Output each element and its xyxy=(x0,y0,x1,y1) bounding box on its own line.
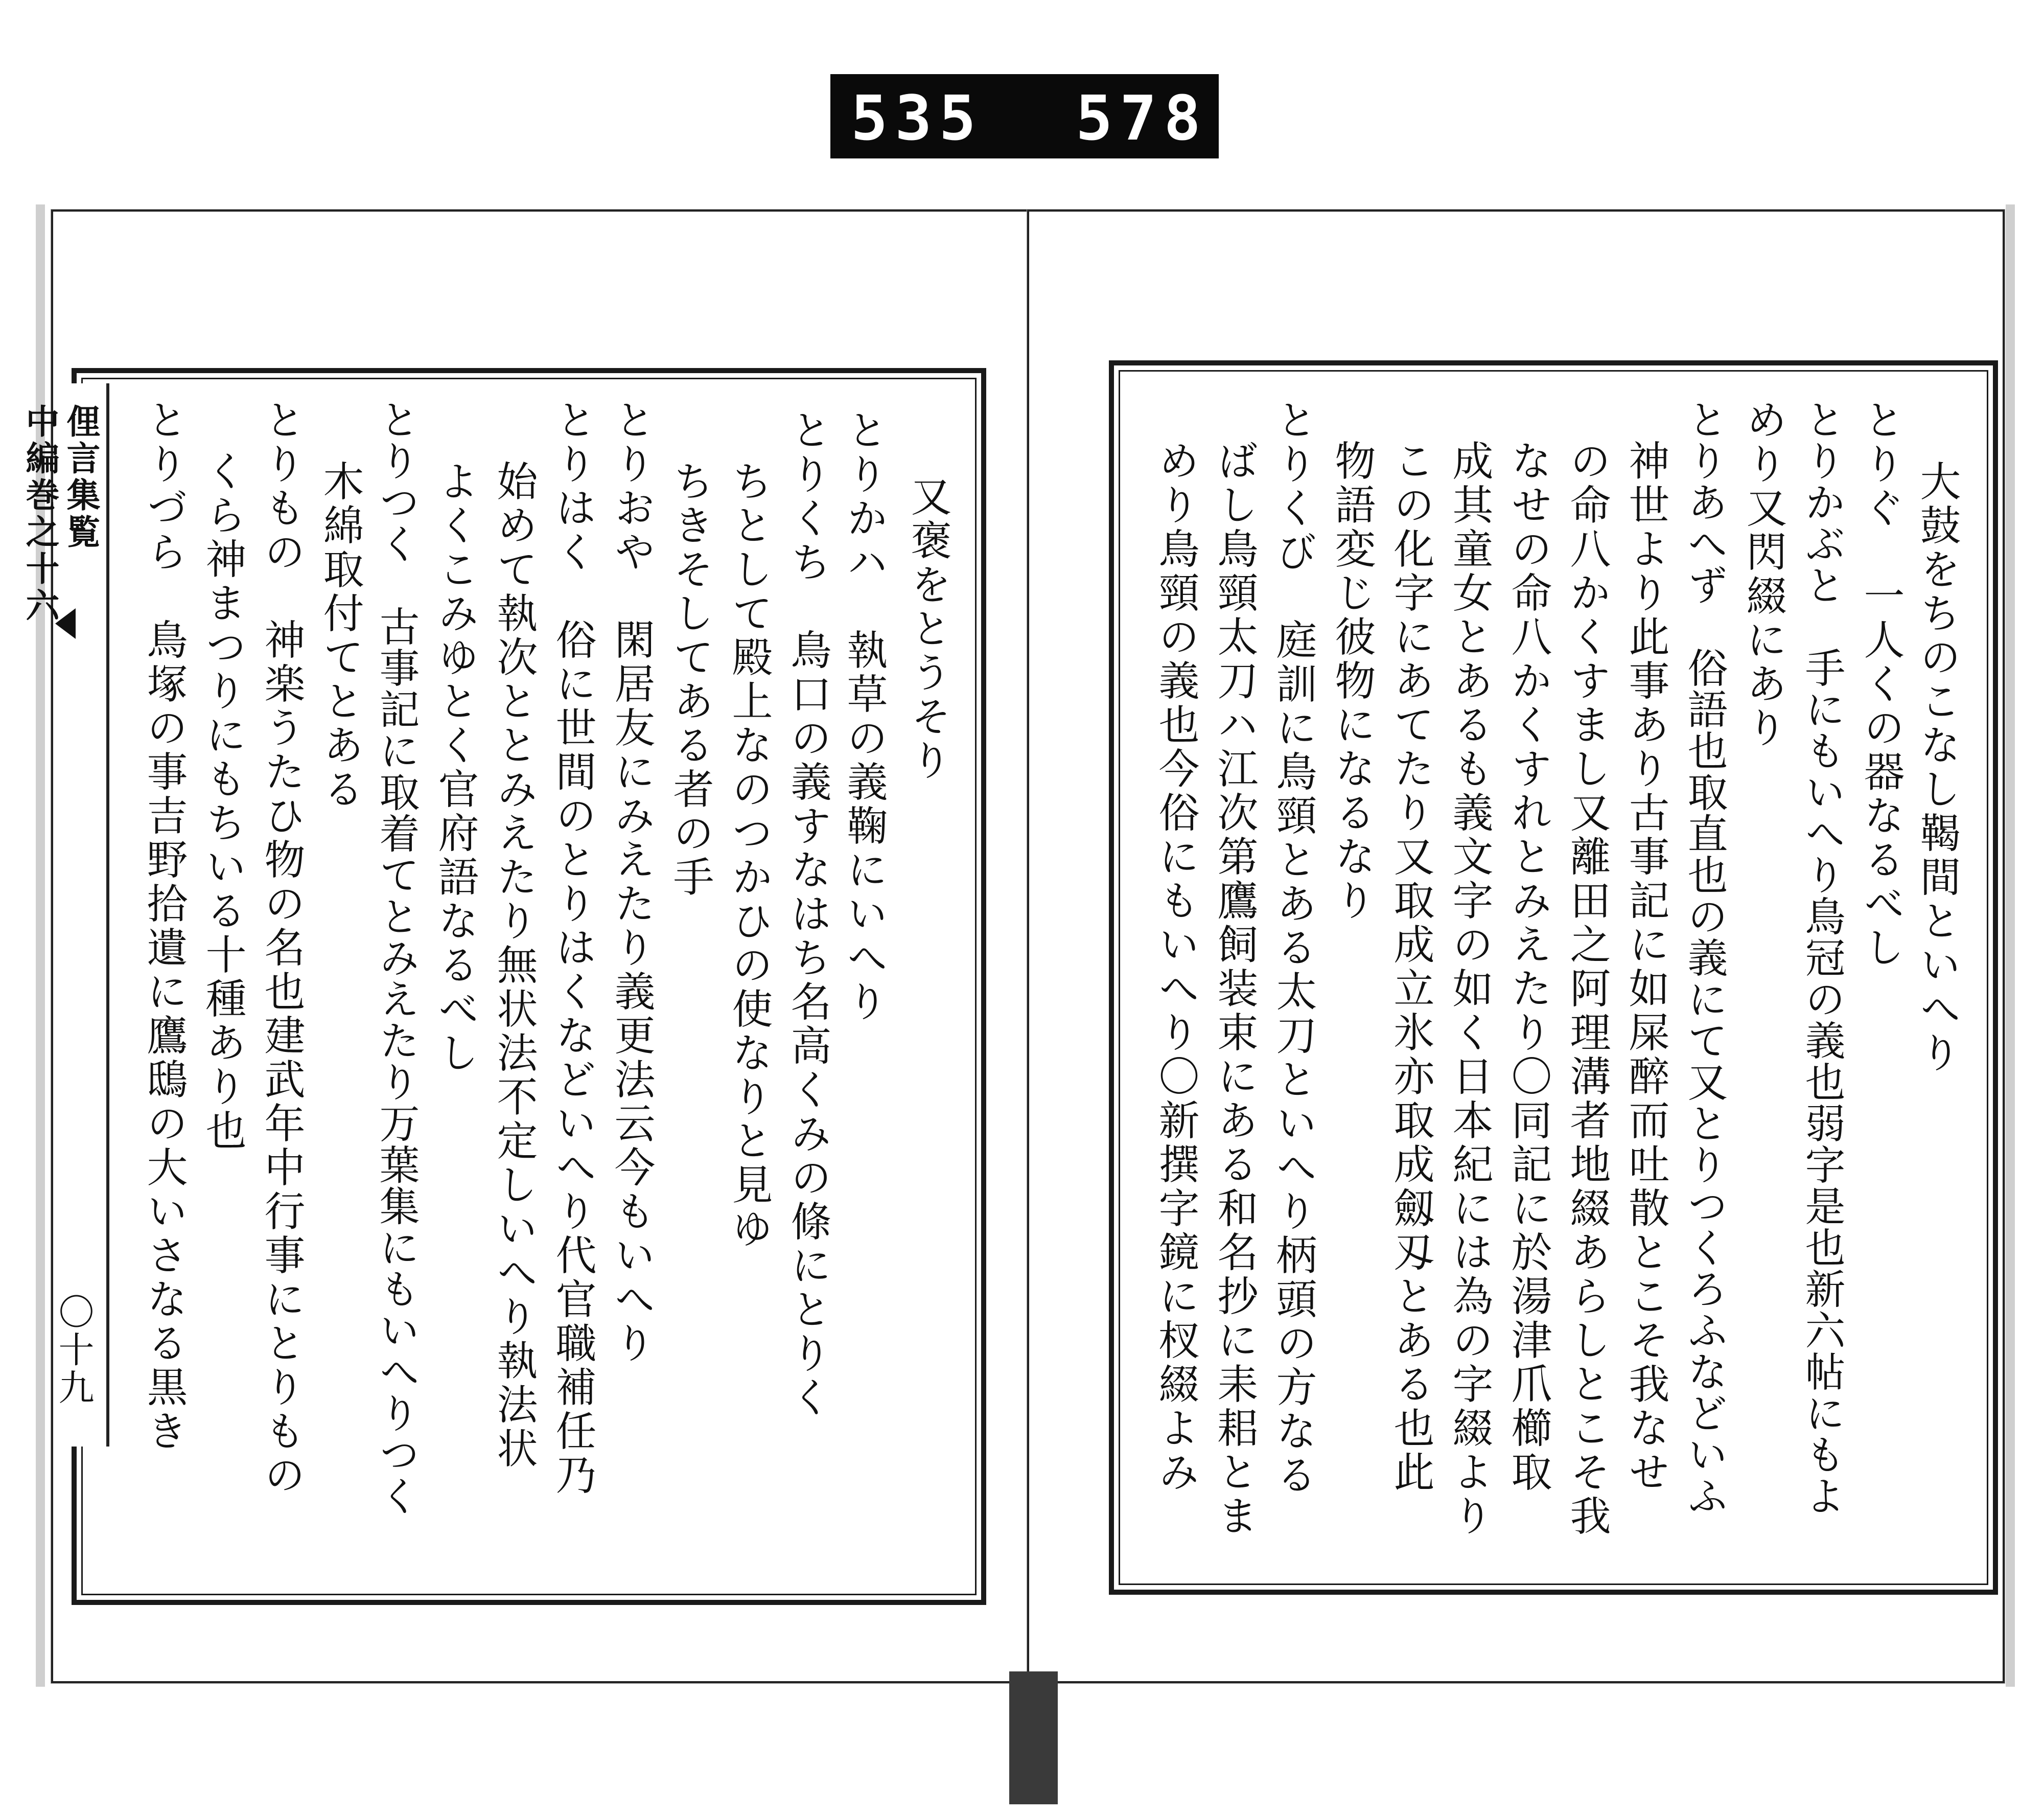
text-column: 成其童女とあるも義文字の如く日本紀には為の字綴より xyxy=(1446,440,1493,1539)
text-column: 大鼓をちのこなし鞨間といへり xyxy=(1913,460,1961,1075)
text-column: ちとして殿上なのつかひの使なりと見ゆ xyxy=(725,460,773,1251)
text-column: とりかぶと 手にもいへり鳥冠の義也弱字是也新六帖にもよ xyxy=(1798,399,1845,1517)
book-title: 俚言集覧 xyxy=(61,404,101,551)
volume-section: 中編巻之十六 xyxy=(20,404,60,625)
text-column: なせの命八かくすれとみえたり〇同記に於湯津爪櫛取 xyxy=(1504,440,1552,1495)
text-column: くら神まつりにもちいる十種あり也 xyxy=(199,450,246,1153)
text-column: とりあへず 俗語也取直也の義にて又とりつくろふなどいふ xyxy=(1681,399,1728,1517)
margin-title xyxy=(20,404,101,625)
text-column: 始めて執次ととみえたり無状法不定しいへり執法状 xyxy=(490,460,538,1471)
text-column: とりくち 鳥口の義すなはち名高くみの條にとりく xyxy=(784,409,831,1420)
text-column: とりづら 鳥塚の事吉野拾遺に鷹鴟の大いさなる黒き xyxy=(140,399,188,1454)
text-column: とりつく 古事記に取着てとみえたり万葉集にもいへりつく xyxy=(373,399,420,1517)
folio-number: 〇十九 xyxy=(53,1293,95,1407)
text-column: めり又閃綴にあり xyxy=(1739,399,1787,750)
tab-arrow-icon xyxy=(55,608,76,639)
text-column: とりぐ 一人くの器なるべし xyxy=(1857,399,1904,970)
text-column: 木綿取付てとある xyxy=(316,460,364,812)
text-column: ばし鳥頸太刀ハ江次第鷹飼装束にある和名抄に耒耜とま xyxy=(1211,440,1258,1539)
text-column: 物語変じ彼物になるなり xyxy=(1328,440,1376,923)
text-column: めり鳥頸の義也今俗にもいへり〇新撰字鏡に杈綴よみ xyxy=(1152,440,1199,1495)
text-column: ちきそしてある者の手 xyxy=(666,460,714,900)
archive-number-left: 535 xyxy=(851,83,983,154)
text-column: とりはく 俗に世間のとりはくなどいへり代官職補任乃 xyxy=(549,399,596,1498)
text-column: の命八かくすまし又離田之阿理溝者地綴あらしとこそ我 xyxy=(1563,440,1611,1539)
text-column: とりくび 庭訓に鳥頸とある太刀といへり柄頭の方なる xyxy=(1269,399,1317,1498)
text-column: この化字にあてたり又取成立氷亦取成劔刄とある也此 xyxy=(1387,440,1434,1495)
text-column: よくこみゆとく官府語なるべし xyxy=(431,460,479,1075)
right-page-edge xyxy=(2006,204,2015,1687)
archive-number-right: 578. xyxy=(1076,83,1252,154)
archive-label-bar xyxy=(830,74,1252,158)
text-column: とりもの 神楽うたひ物の名也建武年中行事にとりもの xyxy=(258,399,305,1498)
book-spine xyxy=(1009,1671,1058,1804)
text-column: とりかハ 執草の義鞠にいへり xyxy=(840,409,888,1024)
text-column: とりおや 閑居友にみえたり義更法云今もいへり xyxy=(608,399,655,1366)
text-column: 又褒をとうそり xyxy=(904,475,951,783)
text-column: 神世より此事あり古事記に如屎醉而吐散とこそ我なせ xyxy=(1622,440,1669,1495)
